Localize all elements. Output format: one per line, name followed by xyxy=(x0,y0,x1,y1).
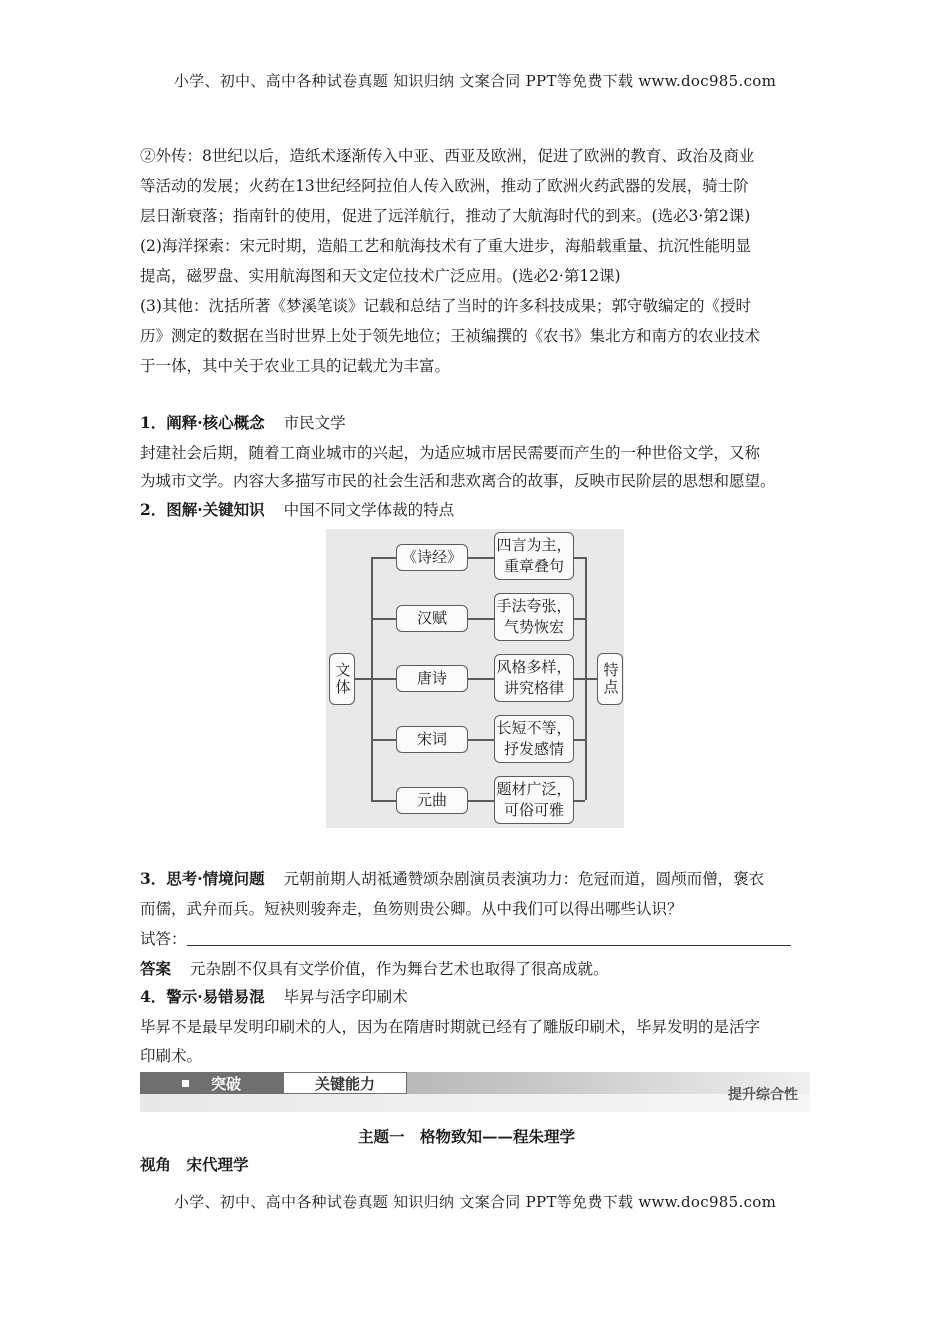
banner-subtitle: 提升综合性 xyxy=(728,1087,798,1103)
section-banner xyxy=(140,1072,810,1112)
section1-line: 为城市文学。内容大多描写市民的社会生活和悲欢离合的故事，反映市民阶层的思想和愿望。 xyxy=(140,472,776,490)
connector-line xyxy=(355,678,371,680)
paragraph-line: (2)海洋探索：宋元时期，造船工艺和航海技术有了重大进步，海船载重量、抗沉性能明显 xyxy=(140,237,751,255)
connector-line xyxy=(371,557,396,559)
section1-heading xyxy=(140,411,346,433)
paragraph-line: 提高，磁罗盘、实用航海图和天文定位技术广泛应用。(选必2·第12课) xyxy=(140,267,621,285)
section3-line: 元朝前期人胡祗遹赞颂杂剧演员表演功力：危冠而道，圆颅而僧，褒衣 xyxy=(283,870,765,888)
section3-line: 而儒，武弁而兵。短袂则骏奔走，鱼笏则贵公卿。从中我们可以得出哪些认识？ xyxy=(140,900,683,918)
banner-left-label: 突破 xyxy=(210,1074,241,1093)
perspective-heading: 视角 宋代理学 xyxy=(140,1155,249,1174)
paragraph-line: ②外传：8世纪以后，造纸术逐渐传入中亚、西亚及欧洲，促进了欧洲的教育、政治及商业 xyxy=(140,147,755,165)
try-answer-label: 试答： xyxy=(140,930,187,948)
genre-box-yuanqu: 元曲 xyxy=(396,787,468,814)
theme-title: 主题一 格物致知——程朱理学 xyxy=(358,1127,576,1146)
paragraph-line: (3)其他：沈括所著《梦溪笔谈》记载和总结了当时的许多科技成果；郭守敬编定的《授时 xyxy=(140,297,751,315)
section3-heading xyxy=(140,867,764,889)
paragraph-line: 于一体，其中关于农业工具的记载尤为丰富。 xyxy=(140,357,451,375)
feature-text: 手法夸张， xyxy=(496,597,572,615)
genre-box-tangshi: 唐诗 xyxy=(396,665,468,692)
genre-box-songci: 宋词 xyxy=(396,726,468,753)
feature-text: 四言为主， xyxy=(496,536,572,554)
connector-line xyxy=(585,678,597,680)
feature-text: 可俗可雅 xyxy=(503,801,564,819)
feature-box-hanfu xyxy=(494,593,574,641)
feature-box-yuanqu xyxy=(494,776,574,824)
banner-key-ability: 关键能力 xyxy=(283,1072,407,1094)
connector-line xyxy=(468,800,494,802)
connector-line xyxy=(468,678,494,680)
feature-text: 风格多样， xyxy=(496,658,572,676)
section4-line: 毕昇不是最早发明印刷术的人，因为在隋唐时期就已经有了雕版印刷术，毕昇发明的是活字 xyxy=(140,1018,761,1036)
feature-box-tangshi xyxy=(494,654,574,702)
diagram-genre-root: 文体 xyxy=(329,653,355,705)
page-header: 小学、初中、高中各种试卷真题 知识归纳 文案合同 PPT等免费下载 www.doc985.com xyxy=(173,72,777,90)
section2-topic: 中国不同文学体裁的特点 xyxy=(283,501,455,519)
literature-genre-diagram xyxy=(326,529,624,828)
section1-line: 封建社会后期，随着工商业城市的兴起，为适应城市居民需要而产生的一种世俗文学，又称 xyxy=(140,444,761,462)
banner-underlay xyxy=(140,1094,810,1112)
answer-text: 元杂剧不仅具有文学价值，作为舞台艺术也取得了很高成就。 xyxy=(189,960,609,978)
paragraph-line: 层日渐衰落；指南针的使用，促进了远洋航行，推动了大航海时代的到来。(选必3·第2课) xyxy=(140,207,751,225)
genre-box-hanfu: 汉赋 xyxy=(396,605,468,632)
section4-line: 印刷术。 xyxy=(140,1047,203,1065)
answer-label: 答案 xyxy=(140,959,172,978)
feature-text: 气势恢宏 xyxy=(503,618,564,636)
feature-text: 长短不等， xyxy=(496,719,572,737)
feature-text: 讲究格律 xyxy=(503,679,564,697)
connector-line xyxy=(585,557,587,800)
square-bullet-icon xyxy=(182,1080,189,1087)
connector-line xyxy=(371,800,396,802)
page-footer: 小学、初中、高中各种试卷真题 知识归纳 文案合同 PPT等免费下载 www.doc985.com xyxy=(173,1193,777,1211)
section4-heading xyxy=(140,985,408,1007)
connector-line xyxy=(371,618,396,620)
connector-line xyxy=(468,618,494,620)
section4-topic: 毕昇与活字印刷术 xyxy=(283,988,408,1006)
feature-text: 题材广泛， xyxy=(496,780,572,798)
connector-line xyxy=(574,557,585,559)
feature-box-shijing xyxy=(494,532,574,580)
connector-line xyxy=(468,739,494,741)
genre-box-shijing: 《诗经》 xyxy=(396,544,468,571)
feature-text: 抒发感情 xyxy=(503,740,564,758)
section2-heading xyxy=(140,498,454,520)
connector-line xyxy=(371,739,396,741)
paragraph-line: 等活动的发展；火药在13世纪经阿拉伯人传入欧洲，推动了欧洲火药武器的发展，骑士阶 xyxy=(140,177,749,195)
diagram-feature-root: 特点 xyxy=(597,653,623,705)
banner-breakthrough xyxy=(140,1072,283,1094)
paragraph-line: 历》测定的数据在当时世界上处于领先地位；王祯编撰的《农书》集北方和南方的农业技术 xyxy=(140,327,761,345)
try-answer-row xyxy=(140,927,791,949)
answer-row xyxy=(140,957,608,979)
section1-topic: 市民文学 xyxy=(283,414,346,432)
answer-blank-line[interactable] xyxy=(187,929,791,946)
section2-label: 2．图解·关键知识 xyxy=(140,500,265,519)
connector-line xyxy=(574,678,585,680)
feature-text: 重章叠句 xyxy=(503,557,564,575)
connector-line xyxy=(574,800,585,802)
section3-label: 3．思考·情境问题 xyxy=(140,869,265,888)
connector-line xyxy=(468,557,494,559)
section4-label: 4．警示·易错易混 xyxy=(140,987,265,1006)
section1-label: 1．阐释·核心概念 xyxy=(140,413,265,432)
connector-line xyxy=(371,678,396,680)
connector-line xyxy=(574,618,585,620)
connector-line xyxy=(574,739,585,741)
feature-box-songci xyxy=(494,715,574,763)
